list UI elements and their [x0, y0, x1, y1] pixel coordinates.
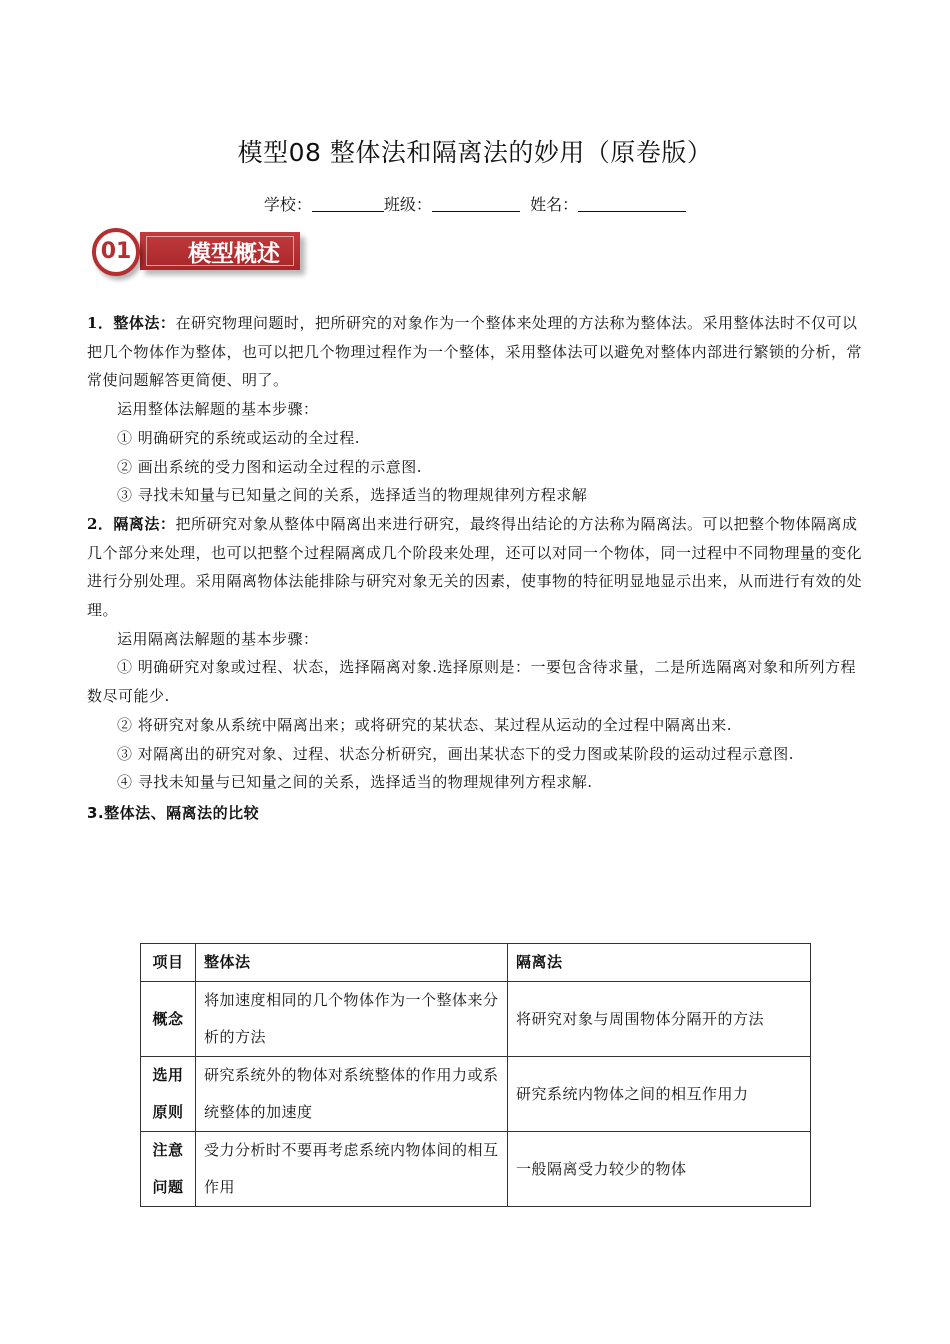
- section-label: 模型概述: [188, 241, 280, 267]
- whole-step-2: ② 画出系统的受力图和运动全过程的示意图.: [117, 457, 423, 476]
- isolation-method-text: 把所研究对象从整体中隔离出来进行研究，最终得出结论的方法称为隔离法。可以把整个物体隔离成几个部分来处理，也可以把整个过程隔离成几个阶段来处理，还可以对同一个物体，同一过程中不同物理量的变化进行分别处理。采用隔离物体法能排除与研究对象无关的因素，使事物的特征明显地显示出来，从而进行有效的处理。: [87, 514, 863, 620]
- row-whole: 将加速度相同的几个物体作为一个整体来分析的方法: [196, 982, 508, 1057]
- whole-method-heading: 1．整体法：: [87, 314, 176, 332]
- row-isolate: 研究系统内物体之间的相互作用力: [508, 1057, 811, 1132]
- paragraph-isolation-method: [87, 510, 865, 625]
- paragraph-whole-method: [87, 309, 865, 395]
- isolation-step-2: ② 将研究对象从系统中隔离出来；或将研究的某状态、某过程从运动的全过程中隔离出来.: [117, 715, 733, 734]
- class-label: 班级：: [383, 195, 432, 214]
- header-whole: 整体法: [196, 944, 508, 982]
- isolation-steps-title: 运用隔离法解题的基本步骤：: [117, 629, 319, 648]
- row-item: 注意问题: [141, 1132, 196, 1207]
- student-info-line: [0, 192, 950, 215]
- row-item: 选用原则: [141, 1057, 196, 1132]
- main-content: [87, 309, 865, 828]
- section-number: 01: [92, 228, 140, 276]
- name-blank[interactable]: [578, 197, 686, 212]
- whole-step-1: ① 明确研究的系统或运动的全过程.: [117, 428, 361, 447]
- isolation-method-heading: 2．隔离法：: [87, 514, 176, 533]
- section-badge: [92, 228, 314, 280]
- whole-steps-title: 运用整体法解题的基本步骤：: [117, 400, 319, 419]
- comparison-table: [140, 943, 811, 1207]
- class-blank[interactable]: [432, 197, 520, 212]
- isolation-step-4: ④ 寻找未知量与已知量之间的关系，选择适当的物理规律列方程求解.: [117, 773, 593, 792]
- whole-method-text: 在研究物理问题时，把所研究的对象作为一个整体来处理的方法称为整体法。采用整体法时不仅可以把几个物体作为整体，也可以把几个物理过程作为一个整体，采用整体法可以避免对整体内部进行繁锁的分析，常常使问题解答更简便、明了。: [87, 314, 863, 390]
- page-title: 模型08 整体法和隔离法的妙用（原卷版）: [237, 138, 713, 167]
- school-blank[interactable]: [312, 197, 384, 212]
- whole-step-3: ③ 寻找未知量与已知量之间的关系，选择适当的物理规律列方程求解: [117, 486, 588, 505]
- header-isolate: 隔离法: [508, 944, 811, 982]
- name-label: 姓名：: [530, 195, 579, 214]
- isolation-step-1: ① 明确研究对象或过程、状态，选择隔离对象.选择原则是：一要包含待求量，二是所选隔离对象和所列方程数尽可能少.: [87, 658, 857, 706]
- header-item: 项目: [141, 944, 196, 982]
- section-bar: [140, 232, 300, 270]
- isolation-step-3: ③ 对隔离出的研究对象、过程、状态分析研究，画出某状态下的受力图或某阶段的运动过程示意图.: [117, 744, 795, 763]
- row-isolate: 将研究对象与周围物体分隔开的方法: [508, 982, 811, 1057]
- school-label: 学校：: [263, 195, 312, 214]
- row-whole: 研究系统外的物体对系统整体的作用力或系统整体的加速度: [196, 1057, 508, 1132]
- row-whole: 受力分析时不要再考虑系统内物体间的相互作用: [196, 1132, 508, 1207]
- row-item: 概念: [141, 982, 196, 1057]
- comparison-heading: 3.整体法、隔离法的比较: [87, 803, 260, 822]
- table-row: [141, 1057, 811, 1132]
- table-header-row: [141, 944, 811, 982]
- row-isolate: 一般隔离受力较少的物体: [508, 1132, 811, 1207]
- table-row: [141, 1132, 811, 1207]
- table-row: [141, 982, 811, 1057]
